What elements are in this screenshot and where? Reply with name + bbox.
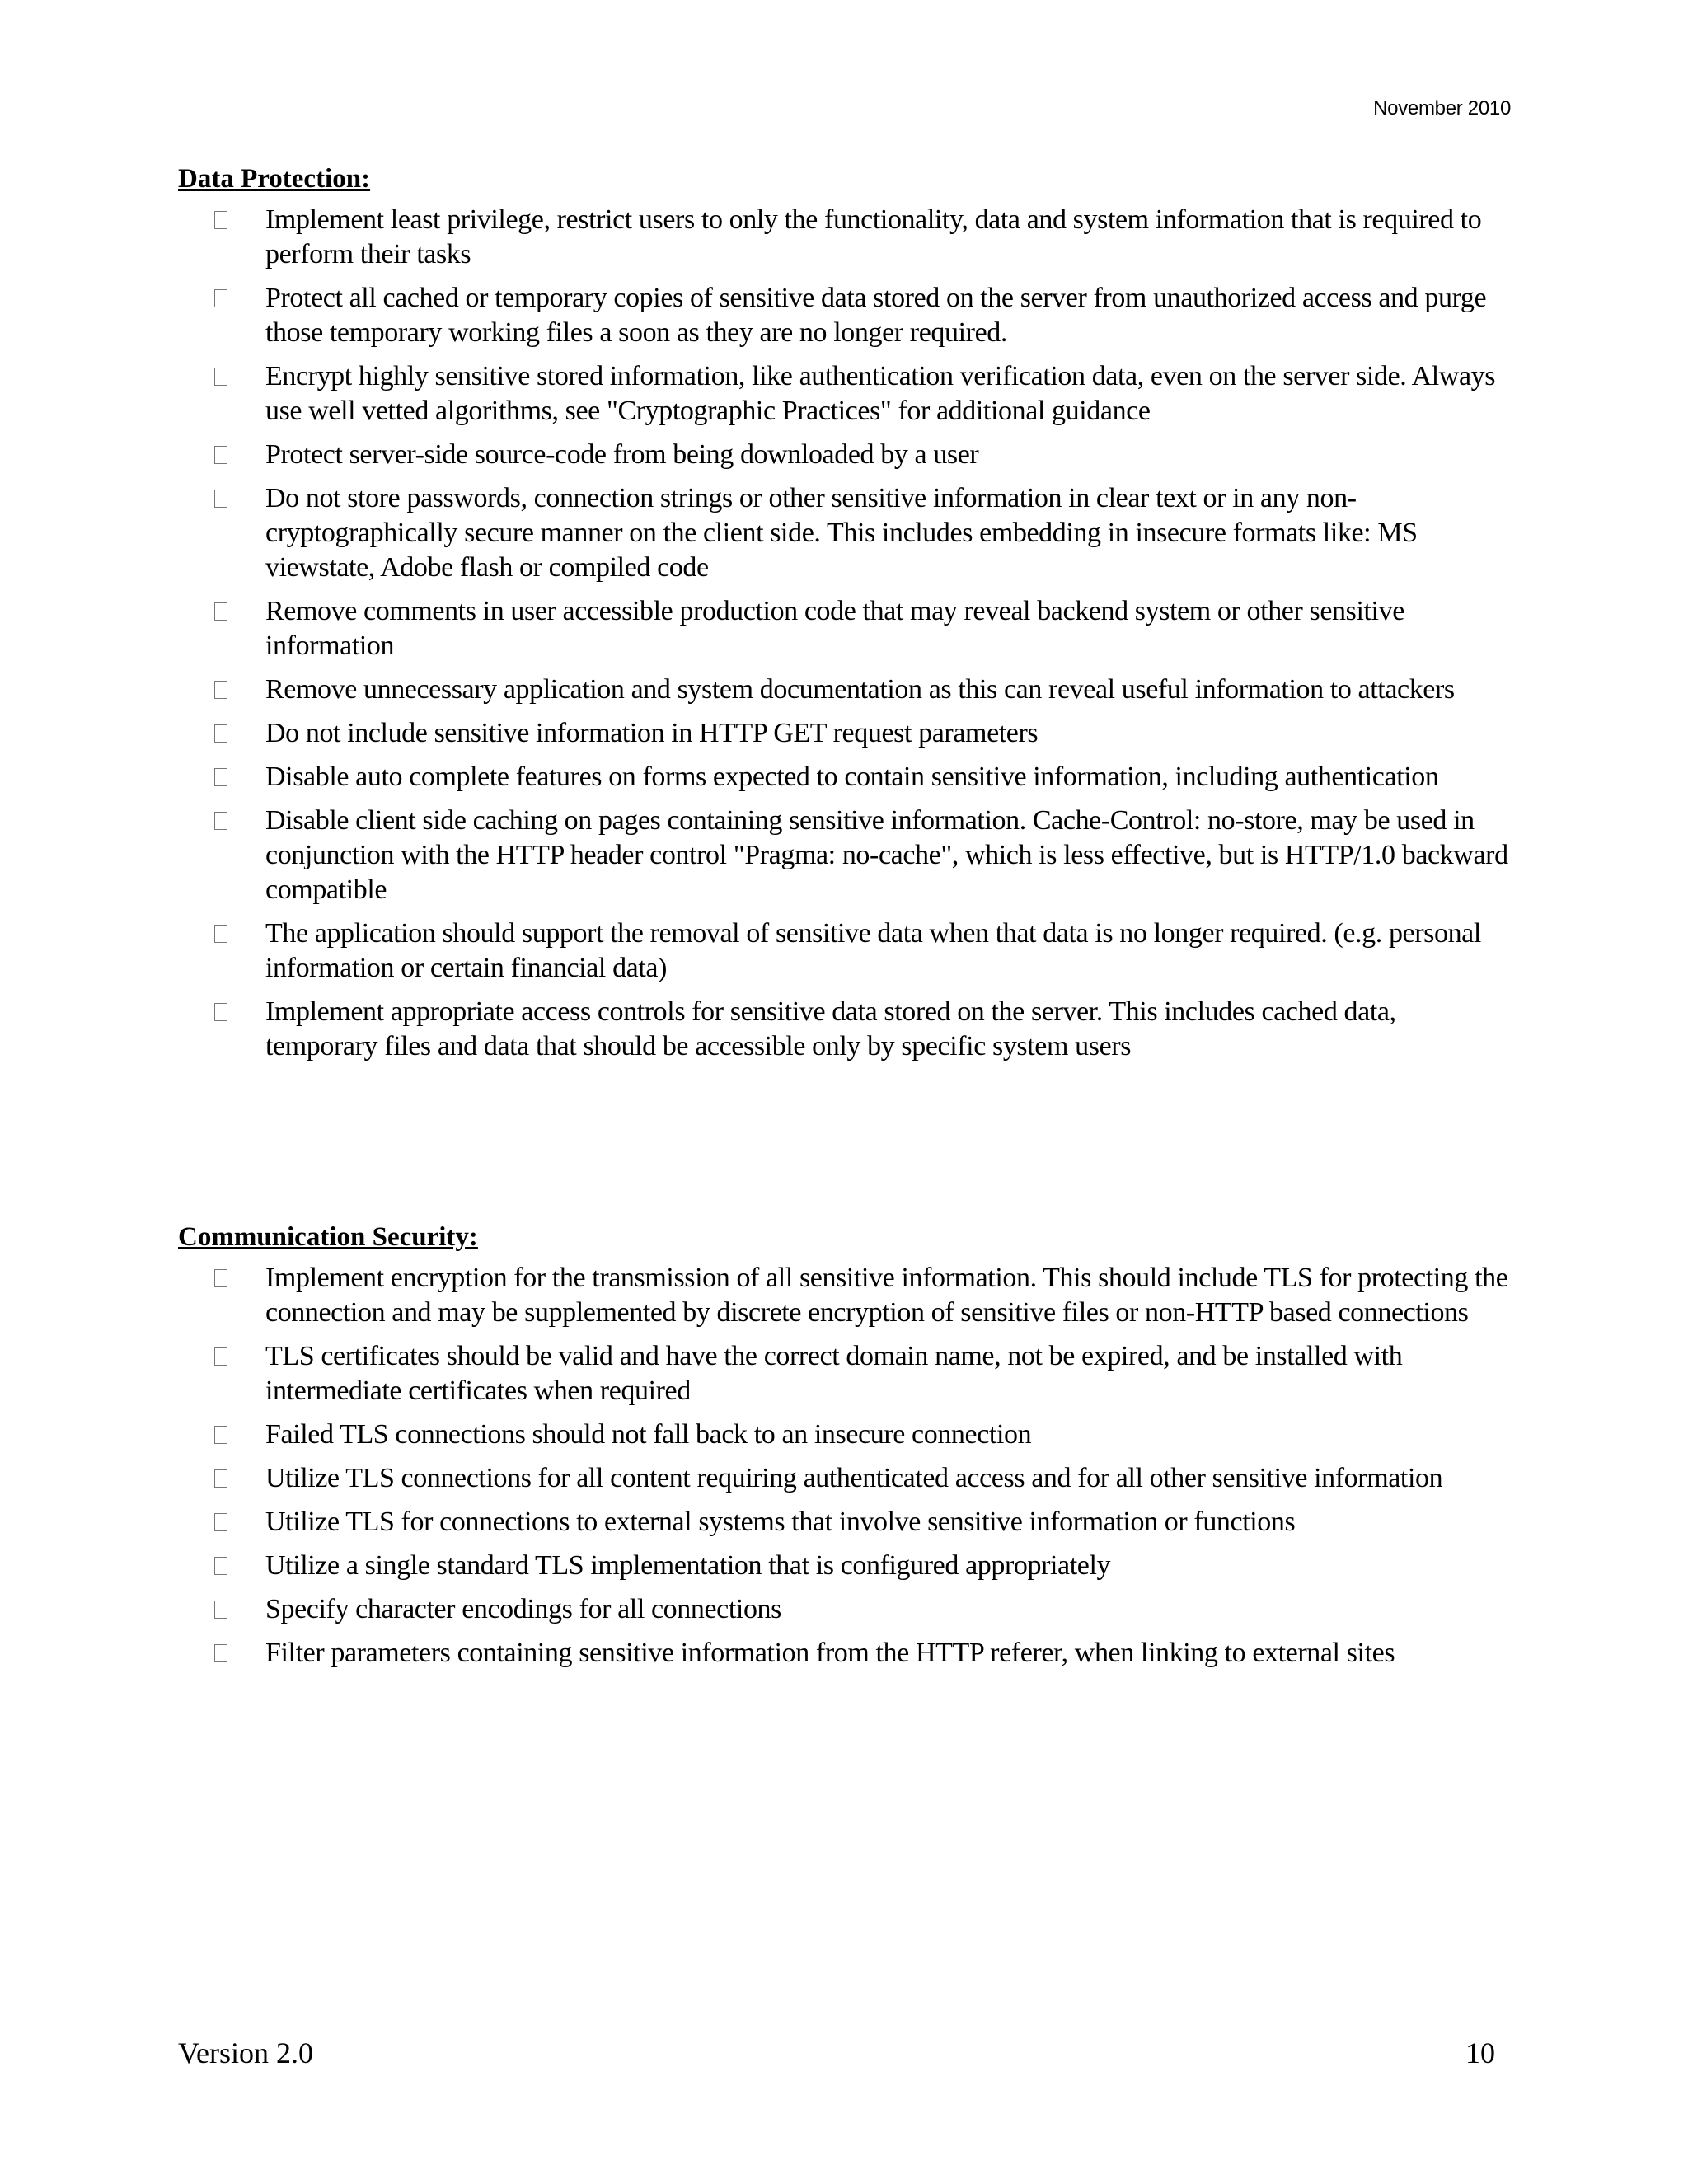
checkbox-icon — [214, 1601, 227, 1619]
checklist-item-text: Remove unnecessary application and system documentation as this can reveal useful information to attackers — [265, 674, 1455, 705]
checklist-item-text: Encrypt highly sensitive stored information, like authentication verification data, even on the server side. Always use well vetted algorithms, see "Cryptographic Practices" for additional guidance — [265, 361, 1496, 426]
checkbox-icon — [214, 1557, 227, 1575]
checklist-item — [178, 716, 1513, 751]
checklist-item — [178, 203, 1513, 272]
checkbox-icon — [214, 1347, 227, 1366]
checklist-item — [178, 1461, 1513, 1496]
checklist-item — [178, 916, 1513, 986]
checklist-item — [178, 1339, 1513, 1408]
checkbox-icon — [214, 289, 227, 307]
checkbox-icon — [214, 812, 227, 830]
checkbox-icon — [214, 1426, 227, 1444]
checkbox-icon — [214, 1269, 227, 1287]
checklist-item — [178, 673, 1513, 707]
checklist-item-text: Utilize TLS connections for all content requiring authenticated access and for all other sensitive information — [265, 1463, 1443, 1493]
checkbox-icon — [214, 768, 227, 786]
checkbox-icon — [214, 368, 227, 386]
checkbox-icon — [214, 681, 227, 699]
checklist-item — [178, 760, 1513, 794]
checklist-item — [178, 481, 1513, 585]
checklist-item — [178, 804, 1513, 907]
checklist-item-text: Protect server-side source-code from being downloaded by a user — [265, 439, 979, 470]
checklist-item — [178, 1592, 1513, 1627]
page-number: 10 — [1465, 2036, 1495, 2069]
checklist-item-text: Filter parameters containing sensitive information from the HTTP referer, when linking to external sites — [265, 1638, 1395, 1668]
checkbox-icon — [214, 1003, 227, 1021]
checklist-item-text: Implement least privilege, restrict users to only the functionality, data and system information that is required to perform their tasks — [265, 204, 1482, 269]
header-date: November 2010 — [1373, 97, 1511, 120]
checklist-item-text: Protect all cached or temporary copies of sensitive data stored on the server from unauthorized access and purge those temporary working files a soon as they are no longer required. — [265, 283, 1487, 348]
checklist-item-text: Specify character encodings for all connections — [265, 1594, 781, 1624]
checkbox-icon — [214, 602, 227, 621]
checklist-item-text: Disable client side caching on pages containing sensitive information. Cache-Control: no-store, may be used in conjunction with the HTTP header control "Pragma: no-cache", which is less effective, but is HTTP/1.0 backward compatible — [265, 805, 1508, 905]
checklist-item — [178, 1636, 1513, 1671]
checklist-item-text: Implement encryption for the transmission of all sensitive information. This should include TLS for protecting the connection and may be supplemented by discrete encryption of sensitive files or non-HTTP based connections — [265, 1263, 1508, 1328]
checklist-item — [178, 1418, 1513, 1452]
checklist-item — [178, 1505, 1513, 1540]
footer-version: Version 2.0 — [178, 2036, 313, 2069]
checkbox-icon — [214, 724, 227, 743]
checklist — [178, 1261, 1513, 1671]
checklist-item-text: Failed TLS connections should not fall back to an insecure connection — [265, 1419, 1032, 1450]
section-communication-security — [178, 1220, 1513, 1680]
section-title: Data Protection: — [178, 164, 371, 194]
checkbox-icon — [214, 1644, 227, 1662]
checklist-item — [178, 438, 1513, 472]
checklist-item — [178, 1261, 1513, 1330]
checklist-item-text: Implement appropriate access controls for sensitive data stored on the server. This includes cached data, temporary files and data that should be accessible only by specific system users — [265, 996, 1396, 1062]
checklist-item — [178, 281, 1513, 350]
checkbox-icon — [214, 1469, 227, 1488]
checkbox-icon — [214, 925, 227, 943]
checkbox-icon — [214, 490, 227, 508]
checklist-item — [178, 359, 1513, 429]
checklist-item-text: Utilize a single standard TLS implementation that is configured appropriately — [265, 1550, 1111, 1581]
section-data-protection — [178, 162, 1513, 1073]
checkbox-icon — [214, 446, 227, 464]
checklist-item-text: Utilize TLS for connections to external systems that involve sensitive information or functions — [265, 1507, 1296, 1537]
checklist-item-text: Do not include sensitive information in HTTP GET request parameters — [265, 718, 1039, 748]
checklist-item-text: Disable auto complete features on forms expected to contain sensitive information, including authentication — [265, 762, 1439, 792]
checkbox-icon — [214, 1513, 227, 1531]
checklist-item — [178, 995, 1513, 1064]
checklist-item-text: TLS certificates should be valid and have the correct domain name, not be expired, and be installed with intermediate certificates when required — [265, 1341, 1403, 1406]
checklist-item — [178, 594, 1513, 663]
checklist — [178, 203, 1513, 1064]
checklist-item — [178, 1549, 1513, 1583]
checklist-item-text: The application should support the removal of sensitive data when that data is no longer required. (e.g. personal information or certain financial data) — [265, 918, 1481, 983]
checklist-item-text: Remove comments in user accessible production code that may reveal backend system or other sensitive information — [265, 596, 1404, 661]
section-title: Communication Security: — [178, 1222, 478, 1252]
checkbox-icon — [214, 211, 227, 229]
checklist-item-text: Do not store passwords, connection strings or other sensitive information in clear text or in any non-cryptographically secure manner on the client side. This includes embedding in insecure formats like: MS viewstate, Adobe flash or compiled code — [265, 483, 1418, 583]
